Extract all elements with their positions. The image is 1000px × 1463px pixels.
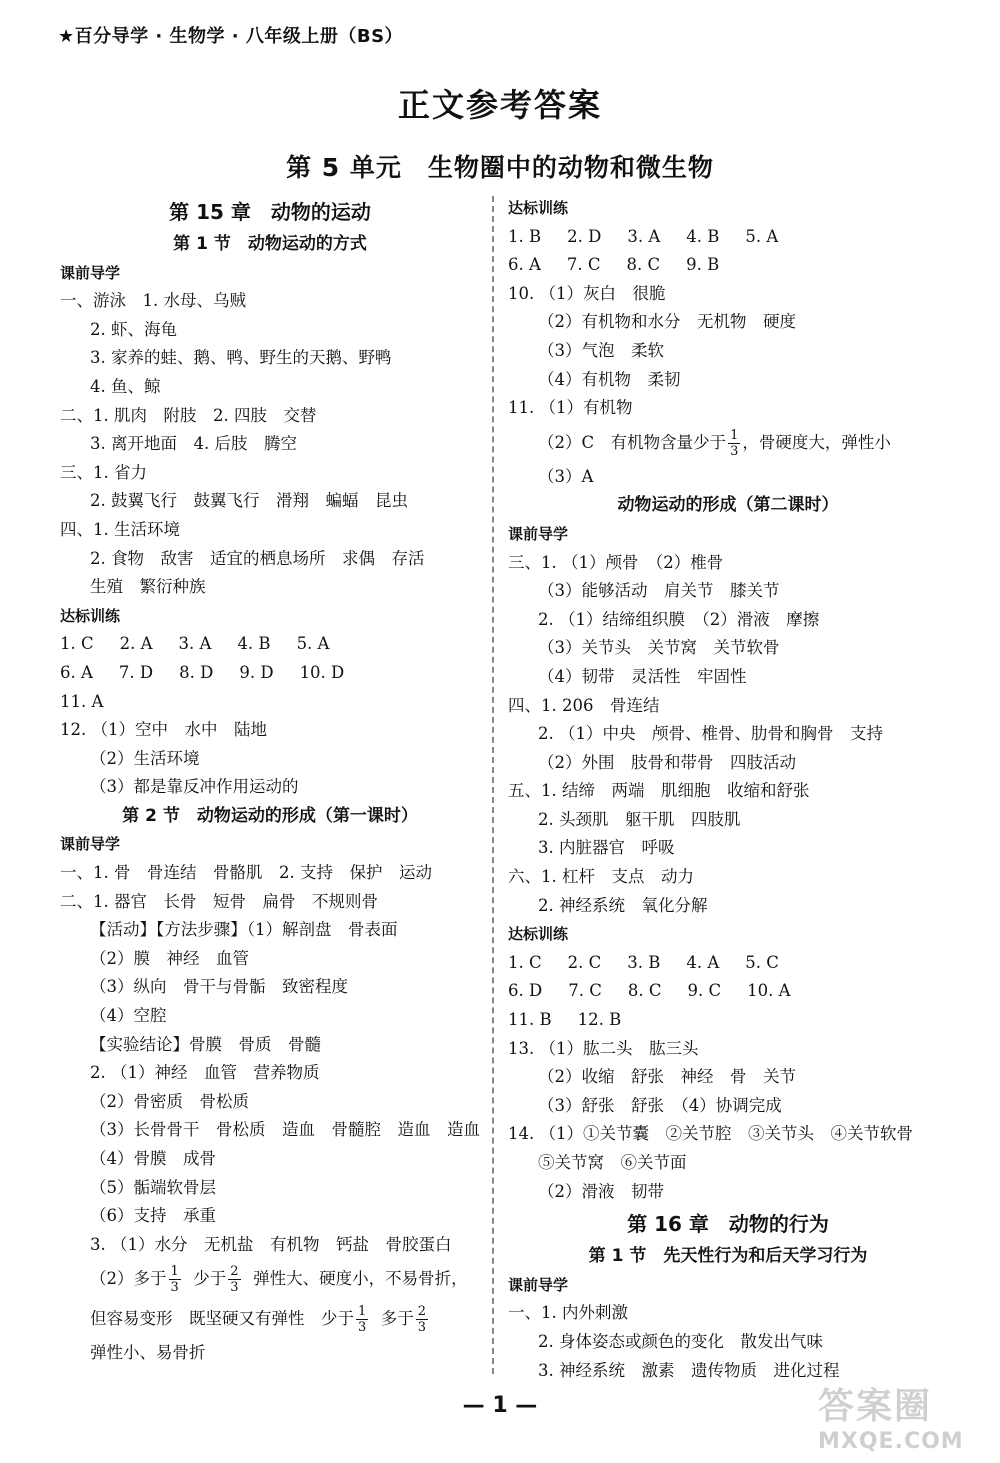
answer-line: （3）关节头 关节窝 关节软骨 [538,638,780,658]
answer-line: （2）生活环境 [90,748,200,768]
training-label: 达标训练 [60,606,121,625]
mc-answer: 5. A [745,226,779,246]
answer-line: 弹性小、易骨折 [90,1343,206,1363]
training-label: 达标训练 [508,925,569,944]
mc-answer: 8. C [627,981,662,1001]
answer-text: 弹性大、硬度小，不易骨折， [253,1269,468,1289]
numerator: 2 [230,1264,239,1280]
mc-answer: 9. B [686,255,720,275]
answer-line: （3）能够活动 肩关节 膝关节 [538,581,780,601]
answer-line: （4）韧带 灵活性 牢固性 [538,666,747,686]
answer-line: 10. （1）灰白 很脆 [508,283,666,303]
mc-answers [60,659,480,688]
mc-answer: 2. A [119,634,153,654]
watermark-logo [818,1378,988,1458]
answer-line: 3. 家养的蛙、鹅、鸭、野生的天鹅、野鸭 [90,348,392,368]
answer-line: 生殖 繁衍种族 [90,577,206,597]
mc-answer: 4. A [686,952,720,972]
mc-answer: 7. C [568,981,602,1001]
answer-line: （3）纵向 骨干与骨骺 致密程度 [90,977,348,997]
answer-line: 2. 鼓翼飞行 鼓翼飞行 滑翔 蝙蝠 昆虫 [90,491,408,511]
mc-answer: 12. B [577,1010,622,1030]
fraction [228,1264,240,1295]
fraction-answer-line [60,1299,480,1339]
left-column [60,194,480,1368]
mc-answer: 8. C [626,255,661,275]
answer-line: 2. 神经系统 氧化分解 [538,895,708,915]
chapter-16-heading: 第 16 章 动物的行为 [627,1212,829,1237]
answer-line: 2. 身体姿态或颜色的变化 散发出气味 [538,1331,823,1351]
denominator: 3 [230,1280,239,1296]
mc-answer: 3. B [627,952,661,972]
answer-line: 2. 虾、海龟 [90,319,177,339]
answer-text: 但容易变形 既坚硬又有弹性 少于 [90,1309,354,1329]
numerator: 1 [170,1264,179,1280]
answer-line: （3）A [538,466,594,486]
section-1-heading: 第 1 节 动物运动的方式 [173,234,367,254]
answer-line: 一、1. 内外刺激 [508,1303,628,1323]
mc-answer: 11. B [508,1010,552,1030]
pre-study-label: 课前导学 [508,1275,569,1294]
mc-answer: 3. A [178,634,212,654]
answer-line: 2. （1）神经 血管 营养物质 [90,1063,320,1083]
answer-line: 3. 离开地面 4. 后肢 腾空 [90,434,297,454]
lesson-2-heading: 动物运动的形成（第二课时） [617,495,839,516]
mc-answer: 2. D [567,226,602,246]
answer-line: （2）骨密质 骨松质 [90,1091,249,1111]
answer-line: （2）收缩 舒张 神经 骨 关节 [538,1067,796,1087]
answer-line: 2. 头颈肌 躯干肌 四肢肌 [538,809,741,829]
fraction-answer-line [60,1259,480,1299]
answer-text: （2）多于 [90,1269,167,1289]
chapter-15-heading: 第 15 章 动物的运动 [169,200,371,224]
answer-line: 二、1. 器官 长骨 短骨 扁骨 不规则骨 [60,891,378,911]
answer-line: 五、1. 结缔 两端 肌细胞 收缩和舒张 [508,781,810,801]
pre-study-label: 课前导学 [60,835,121,854]
section-16-1-heading: 第 1 节 先天性行为和后天学习行为 [588,1246,868,1267]
answer-line: 3. 内脏器官 呼吸 [538,838,675,858]
answer-line: 四、1. 206 骨连结 [508,695,660,715]
answer-line: （6）支持 承重 [90,1206,216,1226]
watermark-url: MXQE.COM [818,1429,964,1454]
denominator: 3 [358,1320,367,1336]
mc-answers [60,630,480,659]
answer-line: 三、1. 省力 [60,462,147,482]
answer-text: 多于 [380,1309,414,1329]
section-2-heading: 第 2 节 动物运动的形成（第一课时） [122,805,418,826]
answer-text: （2）C 有机物含量少于 [538,432,727,452]
answer-line: （3）舒张 舒张 （4）协调完成 [538,1095,782,1115]
answer-line: 三、1. （1）颅骨 （2）椎骨 [508,552,724,572]
page-title: 正文参考答案 [397,86,602,124]
mc-answer: 5. A [296,634,330,654]
column-divider [492,196,494,1374]
mc-answer: 2. C [567,952,602,972]
right-column [508,194,948,1385]
fraction [169,1264,181,1295]
mc-answer: 10. A [747,981,791,1001]
answer-line: （4）骨膜 成骨 [90,1149,216,1168]
book-header: ★百分导学 · 生物学 · 八年级上册（BS） [58,26,404,47]
mc-answers [508,1006,948,1035]
mc-answers [508,251,948,280]
numerator: 2 [417,1304,427,1320]
fraction [728,428,740,459]
answer-line: 14. （1）①关节囊 ②关节腔 ③关节头 ④关节软骨 [508,1124,913,1144]
mc-answers [508,949,948,978]
mc-answer: 11. A [60,691,104,711]
answer-line: 2. （1）结缔组织膜 （2）滑液 摩擦 [538,609,820,629]
mc-answer: 4. B [237,634,271,654]
mc-answers [508,223,948,252]
watermark-text: 答案圈 [818,1386,933,1427]
answer-line: （3）气泡 柔软 [538,340,664,360]
answer-line: （2）滑液 韧带 [538,1181,664,1201]
training-label: 达标训练 [508,199,569,217]
mc-answer: 7. C [566,255,601,275]
mc-answer: 1. B [508,226,542,246]
fraction [416,1304,428,1335]
answer-text: ，骨硬度大，弹性小 [742,432,891,452]
answer-line: 二、1. 肌肉 附肢 2. 四肢 交替 [60,405,317,425]
answer-line: ⑤关节窝 ⑥关节面 [538,1153,687,1172]
answer-line: 【活动】【方法步骤】（1）解剖盘 骨表面 [90,920,398,940]
mc-answer: 4. B [686,226,720,246]
page-number: — 1 — [462,1393,538,1418]
answer-line: 3. （1）水分 无机盐 有机物 钙盐 骨胶蛋白 [90,1234,452,1254]
answer-line: （4）有机物 柔韧 [538,369,681,389]
answer-line: 4. 鱼、鲸 [90,376,161,396]
mc-answer: 8. D [179,662,214,682]
numerator: 1 [730,427,739,443]
mc-answer: 5. C [745,952,779,972]
mc-answer: 10. D [299,662,345,682]
answer-line: 11. （1）有机物 [508,398,633,418]
answer-line: 四、1. 生活环境 [60,519,180,539]
mc-answer: 6. A [60,662,93,682]
numerator: 1 [358,1304,367,1320]
answer-line: （3）都是靠反冲作用运动的 [90,777,299,797]
answer-line: （4）空腔 [90,1006,167,1026]
answer-line: 3. 神经系统 激素 遗传物质 进化过程 [538,1360,840,1380]
denominator: 3 [170,1280,179,1296]
answer-line: 2. 食物 敌害 适宜的栖息场所 求偶 存活 [90,548,425,568]
answer-line: 12. （1）空中 水中 陆地 [60,720,267,740]
answer-line: 一、1. 骨 骨连结 骨骼肌 2. 支持 保护 运动 [60,863,432,883]
mc-answer: 1. C [508,952,542,972]
answer-line: （2）有机物和水分 无机物 硬度 [538,312,796,332]
mc-answer: 7. D [118,662,154,682]
mc-answer: 6. D [508,981,543,1001]
fraction-answer-line [508,423,948,463]
answer-line: （2）膜 神经 血管 [90,948,249,968]
pre-study-label: 课前导学 [60,263,121,282]
answer-line: 六、1. 杠杆 支点 动力 [508,867,694,887]
answer-line: （2）外围 肢骨和带骨 四肢活动 [538,752,796,772]
mc-answers [508,977,948,1006]
mc-answer: 9. C [687,981,722,1001]
denominator: 3 [730,443,739,459]
fraction [356,1304,368,1335]
answer-line: 【实验结论】骨膜 骨质 骨髓 [90,1034,321,1054]
mc-answer: 6. A [508,255,541,275]
answer-line: 2. （1）中央 颅骨、椎骨、肋骨和胸骨 支持 [538,724,883,744]
unit-title: 第 5 单元 生物圈中的动物和微生物 [286,153,714,182]
answer-text: 少于 [193,1269,227,1289]
pre-study-label: 课前导学 [508,524,569,543]
answer-line: 13. （1）肱二头 肱三头 [508,1038,699,1058]
mc-answer: 3. A [627,226,661,246]
answer-line: （5）骺端软骨层 [90,1177,216,1197]
mc-answer: 9. D [239,662,274,682]
mc-answer: 1. C [60,634,94,654]
answer-line: （3）长骨骨干 骨松质 造血 骨髓腔 造血 造血 [90,1120,480,1140]
denominator: 3 [417,1320,427,1336]
answer-line: 一、游泳 1. 水母、乌贼 [60,291,246,311]
